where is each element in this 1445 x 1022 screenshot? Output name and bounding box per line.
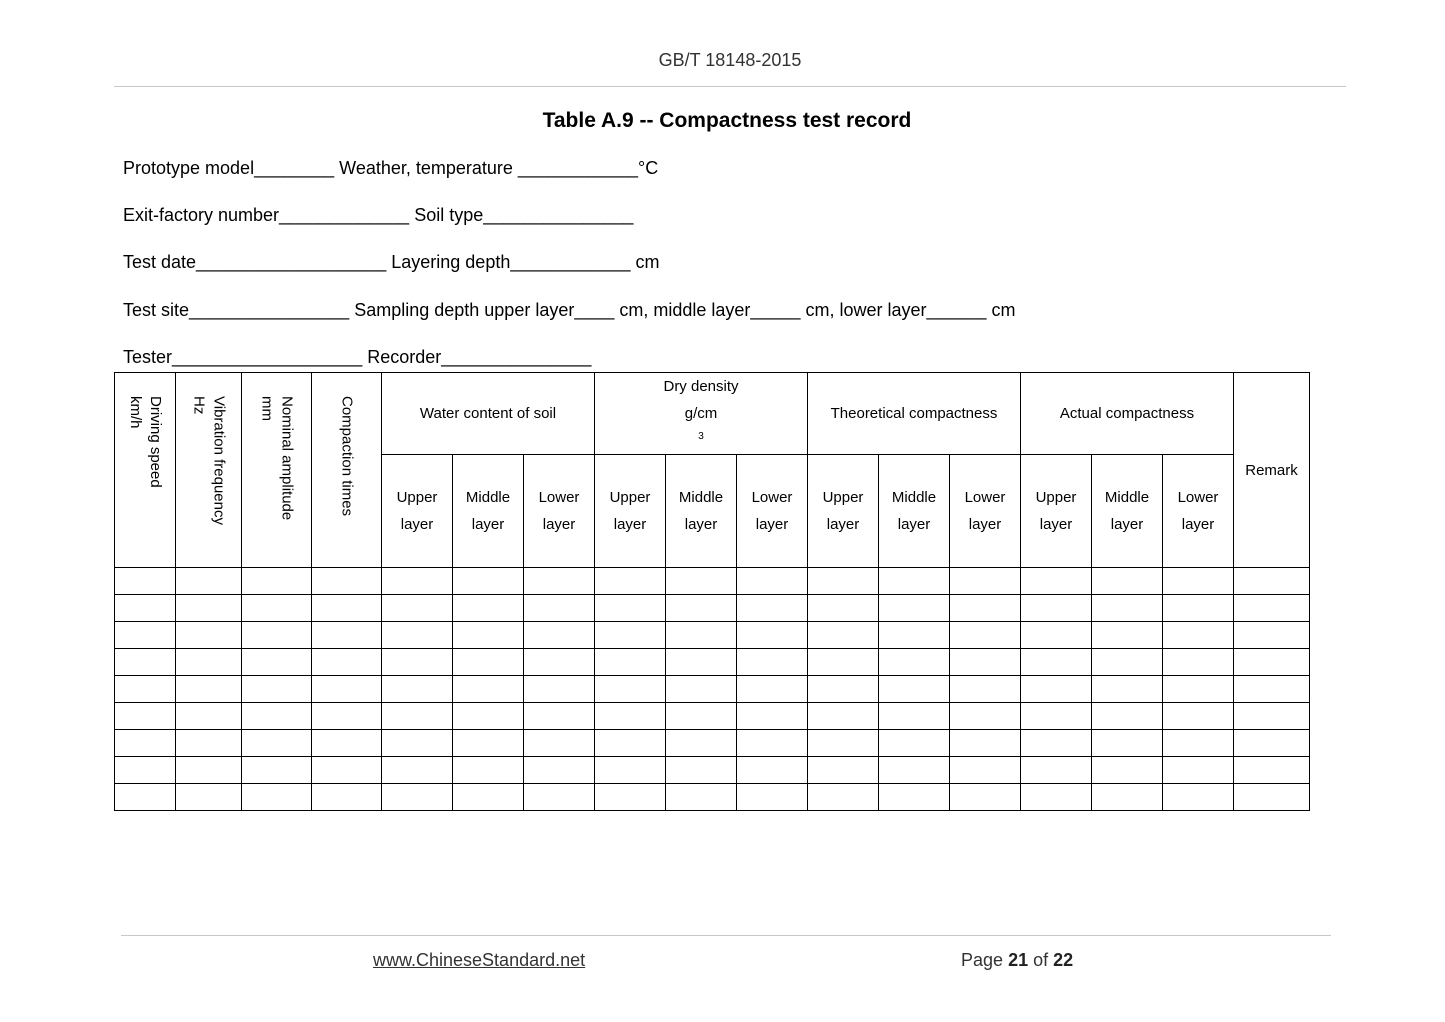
group-actual-compactness: Actual compactness [1021,373,1234,455]
table-cell[interactable] [879,568,950,595]
table-cell[interactable] [176,622,242,649]
table-row [115,568,1310,595]
page-number: Page 21 of 22 [961,950,1074,970]
table-cell[interactable] [1021,784,1092,811]
form-line-test-date: Test date___________________ Layering depth____________ cm [123,252,660,272]
table-cell[interactable] [524,757,595,784]
table-cell[interactable] [595,568,666,595]
website-link[interactable]: www.ChineseStandard.net [373,950,586,970]
table-cell[interactable] [808,757,879,784]
table-cell[interactable] [176,676,242,703]
table-cell[interactable] [950,784,1021,811]
table-cell[interactable] [524,595,595,622]
table-cell[interactable] [666,757,737,784]
table-cell[interactable] [1021,757,1092,784]
group-dry-density: Dry density g/cm $^3$ [595,373,808,455]
table-cell[interactable] [737,703,808,730]
subheader-dry-density-lower-layer: Lower layer [737,455,808,568]
table-cell[interactable] [737,622,808,649]
table-cell[interactable] [1234,595,1310,622]
subheader-theoretical-middle-layer: Middle layer [879,455,950,568]
subheader-theoretical-lower-layer: Lower layer [950,455,1021,568]
table-cell[interactable] [808,676,879,703]
table-cell[interactable] [1092,784,1163,811]
table-cell[interactable] [453,757,524,784]
subheader-water-lower-layer: Lower layer [524,455,595,568]
table-cell[interactable] [382,568,453,595]
table-cell[interactable] [176,703,242,730]
table-cell[interactable] [312,595,382,622]
table-cell[interactable] [595,649,666,676]
group-water-content: Water content of soil [382,373,595,455]
table-cell[interactable] [666,622,737,649]
table-cell[interactable] [115,649,176,676]
table-cell[interactable] [595,703,666,730]
table-cell[interactable] [312,622,382,649]
subheader-actual-middle-layer: Middle layer [1092,455,1163,568]
header-vibration-frequency: Vibration frequency Hz [176,373,242,568]
table-cell[interactable] [1163,703,1234,730]
table-cell[interactable] [1163,730,1234,757]
table-cell[interactable] [1234,757,1310,784]
footer-divider [121,935,1331,936]
table-cell[interactable] [1021,622,1092,649]
table-cell[interactable] [808,649,879,676]
table-row [115,757,1310,784]
table-cell[interactable] [312,568,382,595]
table-cell[interactable] [1092,676,1163,703]
table-cell[interactable] [595,676,666,703]
table-row [115,730,1310,757]
table-cell[interactable] [382,595,453,622]
table-cell[interactable] [1163,676,1234,703]
table-cell[interactable] [666,676,737,703]
form-line-tester: Tester___________________ Recorder_______________ [123,347,592,367]
table-cell[interactable] [242,757,312,784]
table-cell[interactable] [1234,676,1310,703]
table-cell[interactable] [808,595,879,622]
table-row [115,784,1310,811]
table-cell[interactable] [1021,676,1092,703]
subheader-actual-upper-layer: Upper layer [1021,455,1092,568]
table-cell[interactable] [312,676,382,703]
table-cell[interactable] [808,703,879,730]
table-cell[interactable] [1092,595,1163,622]
table-cell[interactable] [1092,622,1163,649]
document-code: GB/T 18148-2015 [658,50,802,70]
table-cell[interactable] [1163,784,1234,811]
table-cell[interactable] [176,784,242,811]
table-cell[interactable] [879,757,950,784]
header-driving-speed: Driving speed km/h [115,373,176,568]
table-cell[interactable] [666,730,737,757]
table-cell[interactable] [524,568,595,595]
table-cell[interactable] [453,595,524,622]
table-cell[interactable] [1234,568,1310,595]
header-compaction-times: Compaction times [312,373,382,568]
table-cell[interactable] [176,730,242,757]
table-cell[interactable] [1021,703,1092,730]
table-cell[interactable] [115,595,176,622]
table-cell[interactable] [1021,730,1092,757]
table-cell[interactable] [382,622,453,649]
table-cell[interactable] [453,730,524,757]
table-cell[interactable] [1092,568,1163,595]
current-page: 21 [1008,950,1029,970]
subheader-water-middle-layer: Middle layer [453,455,524,568]
table-cell[interactable] [666,703,737,730]
table-title: Table A.9 -- Compactness test record [542,109,912,132]
compactness-record-table [114,372,1310,811]
form-line-exit-factory: Exit-factory number_____________ Soil type_______________ [123,205,634,225]
table-cell[interactable] [808,784,879,811]
table-cell[interactable] [1163,568,1234,595]
table-cell[interactable] [524,676,595,703]
table-cell[interactable] [1234,703,1310,730]
table-cell[interactable] [666,784,737,811]
table-cell[interactable] [176,757,242,784]
table-cell[interactable] [176,595,242,622]
table-cell[interactable] [524,730,595,757]
table-row [115,622,1310,649]
table-cell[interactable] [1163,622,1234,649]
table-cell[interactable] [453,784,524,811]
table-cell[interactable] [312,757,382,784]
table-cell[interactable] [666,649,737,676]
table-cell[interactable] [595,595,666,622]
table-cell[interactable] [879,784,950,811]
table-cell[interactable] [242,568,312,595]
form-line-prototype: Prototype model________ Weather, temperature ____________°C [123,158,659,178]
table-cell[interactable] [808,730,879,757]
table-cell[interactable] [312,649,382,676]
table-cell[interactable] [1163,649,1234,676]
table-cell[interactable] [879,703,950,730]
table-cell[interactable] [1234,622,1310,649]
table-cell[interactable] [666,595,737,622]
header-row-groups [115,373,1310,455]
table-cell[interactable] [312,730,382,757]
table-cell[interactable] [595,784,666,811]
table-cell[interactable] [382,784,453,811]
table-cell[interactable] [176,649,242,676]
table-cell[interactable] [1092,730,1163,757]
table-cell[interactable] [382,757,453,784]
table-cell[interactable] [950,703,1021,730]
table-cell[interactable] [950,730,1021,757]
table-cell[interactable] [242,622,312,649]
table-cell[interactable] [1234,649,1310,676]
subheader-dry-density-upper-layer: Upper layer [595,455,666,568]
table-cell[interactable] [312,784,382,811]
table-cell[interactable] [453,703,524,730]
table-cell[interactable] [950,676,1021,703]
table-cell[interactable] [1092,649,1163,676]
form-line-test-site: Test site________________ Sampling depth upper layer____ cm, middle layer_____ cm, lower layer______ cm [123,300,1016,320]
table-row [115,703,1310,730]
table-cell[interactable] [1021,568,1092,595]
table-cell[interactable] [524,784,595,811]
table-cell[interactable] [1092,703,1163,730]
table-cell[interactable] [453,649,524,676]
table-cell[interactable] [524,649,595,676]
header-divider [114,86,1346,87]
table-cell[interactable] [524,703,595,730]
table-cell[interactable] [242,730,312,757]
table-cell[interactable] [879,595,950,622]
table-cell[interactable] [737,649,808,676]
table-cell[interactable] [453,622,524,649]
subheader-water-upper-layer: Upper layer [382,455,453,568]
table-cell[interactable] [595,730,666,757]
table-cell[interactable] [950,622,1021,649]
table-row [115,595,1310,622]
table-cell[interactable] [524,622,595,649]
table-cell[interactable] [1092,757,1163,784]
table-cell[interactable] [242,595,312,622]
table-cell[interactable] [595,757,666,784]
table-cell[interactable] [1021,649,1092,676]
table-cell[interactable] [453,676,524,703]
table-cell[interactable] [879,730,950,757]
table-cell[interactable] [242,784,312,811]
table-cell[interactable] [242,649,312,676]
table-cell[interactable] [115,730,176,757]
table-cell[interactable] [1021,595,1092,622]
table-cell[interactable] [242,676,312,703]
table-cell[interactable] [115,622,176,649]
table-cell[interactable] [950,649,1021,676]
table-cell[interactable] [1234,730,1310,757]
table-cell[interactable] [950,757,1021,784]
table-cell[interactable] [115,703,176,730]
table-cell[interactable] [666,568,737,595]
group-theoretical-compactness: Theoretical compactness [808,373,1021,455]
table-cell[interactable] [879,649,950,676]
table-cell[interactable] [115,568,176,595]
table-cell[interactable] [242,703,312,730]
table-cell[interactable] [950,568,1021,595]
table-cell[interactable] [115,784,176,811]
table-cell[interactable] [808,568,879,595]
table-cell[interactable] [595,622,666,649]
table-cell[interactable] [382,649,453,676]
table-cell[interactable] [1163,757,1234,784]
table-cell[interactable] [382,703,453,730]
table-cell[interactable] [950,595,1021,622]
table-cell[interactable] [879,676,950,703]
table-cell[interactable] [737,730,808,757]
table-row [115,676,1310,703]
table-cell[interactable] [737,757,808,784]
table-cell[interactable] [737,568,808,595]
table-row [115,649,1310,676]
table-cell[interactable] [453,568,524,595]
table-cell[interactable] [382,730,453,757]
table-cell[interactable] [737,784,808,811]
table-cell[interactable] [808,622,879,649]
total-pages: 22 [1053,950,1074,970]
subheader-dry-density-middle-layer: Middle layer [666,455,737,568]
table-cell[interactable] [382,676,453,703]
table-cell[interactable] [1163,595,1234,622]
table-cell[interactable] [737,595,808,622]
table-cell[interactable] [879,622,950,649]
table-cell[interactable] [312,703,382,730]
header-nominal-amplitude: Nominal amplitude mm [242,373,312,568]
table-cell[interactable] [115,757,176,784]
table-cell[interactable] [1234,784,1310,811]
header-remark: Remark [1234,373,1310,568]
table-cell[interactable] [737,676,808,703]
table-cell[interactable] [115,676,176,703]
subheader-theoretical-upper-layer: Upper layer [808,455,879,568]
subheader-actual-lower-layer: Lower layer [1163,455,1234,568]
table-cell[interactable] [176,568,242,595]
